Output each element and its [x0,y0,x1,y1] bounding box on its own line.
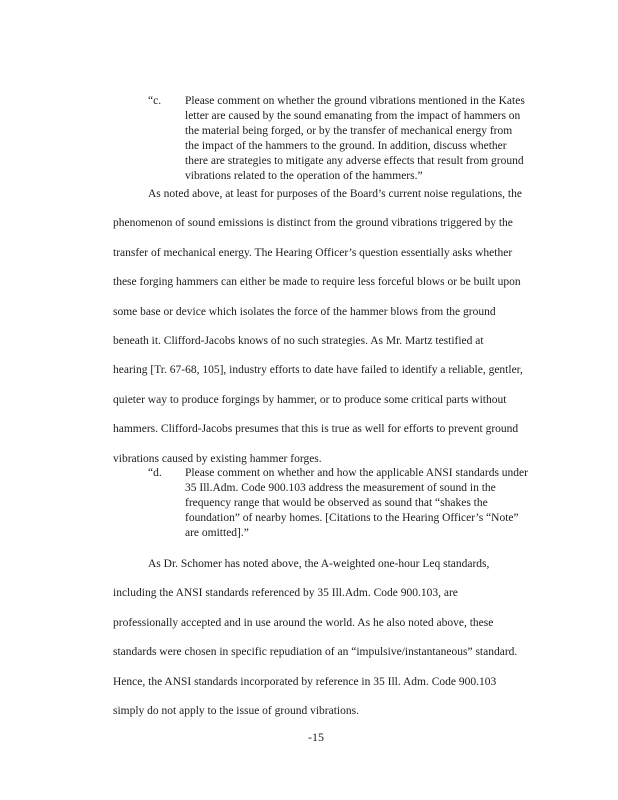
question-c-line: letter are caused by the sound emanating from the impact of hammers on [185,110,521,122]
response-paragraph-1 [113,180,523,474]
paragraph-line: these forging hammers can either be made to require less forceful blows or be built upon [113,276,521,289]
question-d-line: are omitted].” [185,527,249,539]
paragraph-line: Hence, the ANSI standards incorporated by reference in 35 Ill. Adm. Code 900.103 [113,675,497,688]
question-d-text [185,466,528,541]
paragraph-line: including the ANSI standards referenced by 35 Ill.Adm. Code 900.103, are [113,587,458,600]
paragraph-line: As Dr. Schomer has noted above, the A-weighted one-hour Leq standards, [148,558,490,570]
paragraph-line: simply do not apply to the issue of ground vibrations. [113,705,359,718]
question-d-label: “d. [148,467,162,479]
paragraph-line: professionally accepted and in use around the world. As he also noted above, these [113,616,494,629]
question-c-line: vibrations related to the operation of the hammers.” [185,170,423,182]
question-c-text [185,94,525,184]
question-d-line: frequency range that would be observed as sound that “shakes the [185,497,488,509]
question-d-line: foundation” of nearby homes. [Citations to the Hearing Officer’s “Note” [185,512,519,524]
question-c-line: the material being forged, or by the transfer of mechanical energy from [185,125,513,137]
paragraph-line: hammers. Clifford-Jacobs presumes that this is true as well for efforts to prevent ground [113,423,519,436]
response-paragraph-2 [113,550,517,726]
page-number: -15 [308,730,324,744]
question-c-line: there are strategies to mitigate any adverse effects that result from ground [185,155,524,167]
question-c-line: Please comment on whether the ground vibrations mentioned in the Kates [185,95,525,107]
paragraph-line: standards were chosen in specific repudiation of an “impulsive/instantaneous” standard. [113,646,518,659]
paragraph-line: vibrations caused by existing hammer forges. [113,452,322,465]
question-c-line: the impact of the hammers to the ground. In addition, discuss whether [185,140,507,152]
question-d-line: 35 Ill.Adm. Code 900.103 address the measurement of sound in the [185,482,496,494]
question-d-line: Please comment on whether and how the applicable ANSI standards under [185,467,528,479]
paragraph-line: quieter way to produce forgings by hammer, or to produce some critical parts without [113,393,507,406]
paragraph-line: phenomenon of sound emissions is distinct from the ground vibrations triggered by the [113,217,513,230]
paragraph-line: hearing [Tr. 67-68, 105], industry efforts to date have failed to identify a reliable, gentler, [113,364,523,377]
paragraph-line: As noted above, at least for purposes of the Board’s current noise regulations, the [148,188,522,200]
paragraph-line: beneath it. Clifford-Jacobs knows of no such strategies. As Mr. Martz testified at [113,335,484,348]
paragraph-line: some base or device which isolates the force of the hammer blows from the ground [113,305,496,318]
question-c-label: “c. [148,95,162,107]
paragraph-line: transfer of mechanical energy. The Hearing Officer’s question essentially asks whether [113,246,513,259]
